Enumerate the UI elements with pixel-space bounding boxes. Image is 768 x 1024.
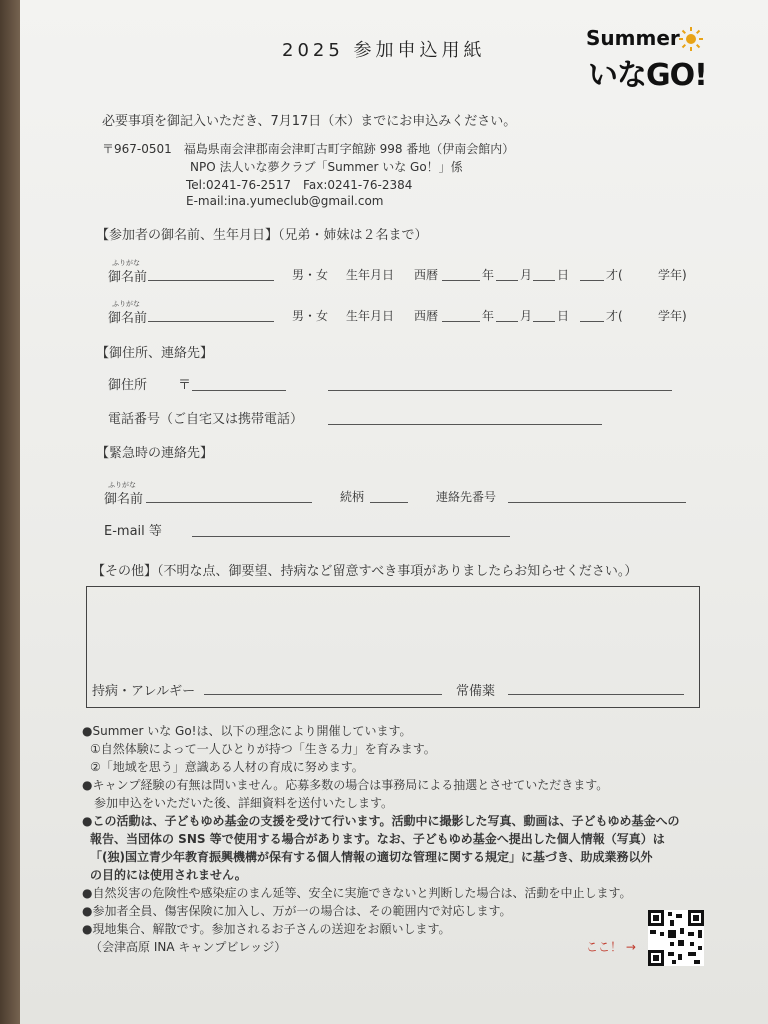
participant1-day-label: 日 bbox=[557, 268, 570, 282]
medicine-label: 常備薬 bbox=[456, 684, 496, 699]
address-label: 御住所 bbox=[108, 378, 148, 393]
emergency-contact-label: 連絡先番号 bbox=[436, 490, 497, 504]
participant1-age-field[interactable] bbox=[580, 280, 604, 281]
note-line: の目的には使用されません。 bbox=[90, 868, 247, 882]
emergency-email-field[interactable] bbox=[192, 536, 510, 537]
address-field[interactable] bbox=[328, 390, 672, 391]
participant2-month-field[interactable] bbox=[496, 321, 518, 322]
form-title: 2025 参加申込用紙 bbox=[282, 40, 486, 61]
note-line: ●この活動は、子どもゆめ基金の支援を受けて行います。活動中に撮影した写真、動画は、子どもゆめ基金への bbox=[82, 814, 680, 828]
emergency-name-label: 御名前 bbox=[104, 492, 144, 507]
note-line: ●参加者全員、傷害保険に加入し、万が一の場合は、その範囲内で対応します。 bbox=[82, 904, 512, 918]
phone-label: 電話番号（ご自宅又は携帯電話） bbox=[108, 412, 304, 427]
participant2-birth-label: 生年月日 bbox=[346, 309, 395, 323]
qr-code[interactable] bbox=[648, 910, 704, 966]
emergency-relation-label: 続柄 bbox=[340, 490, 365, 504]
participant2-grade-label: 学年) bbox=[658, 309, 687, 323]
emergency-name-field[interactable] bbox=[146, 502, 312, 503]
qr-hint: ここ！ → bbox=[586, 940, 636, 954]
participant1-sex[interactable]: 男・女 bbox=[292, 268, 329, 282]
note-line: ②「地域を思う」意識ある人材の育成に努めます。 bbox=[90, 760, 364, 774]
logo-summer: Summer bbox=[586, 26, 680, 50]
participant2-month-label: 月 bbox=[520, 309, 533, 323]
participant2-year-field[interactable] bbox=[442, 321, 480, 322]
org-tel-fax: Tel:0241-76-2517 Fax:0241-76-2384 bbox=[186, 178, 413, 192]
allergy-field[interactable] bbox=[204, 694, 442, 695]
sun-icon bbox=[678, 26, 704, 52]
participant2-name-field[interactable] bbox=[148, 321, 274, 322]
allergy-label: 持病・アレルギー bbox=[92, 684, 196, 699]
org-postal-address: 〒967-0501 福島県南会津郡南会津町古町字館跡 998 番地（伊南会館内） bbox=[102, 142, 515, 156]
note-line: ●キャンプ経験の有無は問いません。応募多数の場合は事務局による抽選とさせていただきます。 bbox=[82, 778, 609, 792]
medicine-field[interactable] bbox=[508, 694, 684, 695]
participant2-age-field[interactable] bbox=[580, 321, 604, 322]
postal-code-field[interactable] bbox=[192, 390, 286, 391]
participant2-name-label: 御名前 bbox=[108, 311, 148, 326]
participant1-birth-label: 生年月日 bbox=[346, 268, 395, 282]
emergency-contact-field[interactable] bbox=[508, 502, 686, 503]
participant1-age-label: 才( bbox=[606, 268, 623, 282]
participant2-day-field[interactable] bbox=[533, 321, 555, 322]
participant1-name-label: 御名前 bbox=[108, 270, 148, 285]
note-line: ①自然体験によって一人ひとりが持つ「生きる力」を育みます。 bbox=[90, 742, 436, 756]
note-line: 参加申込をいただいた後、詳細資料を送付いたします。 bbox=[94, 796, 394, 810]
participant1-grade-label: 学年) bbox=[658, 268, 687, 282]
application-form bbox=[20, 0, 768, 1024]
participant2-age-label: 才( bbox=[606, 309, 623, 323]
note-line: ●現地集合、解散です。参加されるお子さんの送迎をお願いします。 bbox=[82, 922, 451, 936]
participant1-month-label: 月 bbox=[520, 268, 533, 282]
address-heading: 【御住所、連絡先】 bbox=[96, 346, 214, 361]
postal-mark: 〒 bbox=[178, 378, 192, 393]
intro-text: 必要事項を御記入いただき、7月17日（木）までにお申込みください。 bbox=[102, 114, 517, 129]
participant2-day-label: 日 bbox=[557, 309, 570, 323]
note-line: 「(独)国立青少年教育振興機構が保有する個人情報の適切な管理に関する規定」に基づき、助成業務以外 bbox=[90, 850, 653, 864]
note-line: （会津高原 INA キャンプビレッジ） bbox=[90, 940, 287, 954]
logo-inago: いなGO! bbox=[588, 58, 707, 93]
participant2-year-label: 年 bbox=[482, 309, 495, 323]
phone-field[interactable] bbox=[328, 424, 602, 425]
org-email: E-mail:ina.yumeclub@gmail.com bbox=[186, 194, 384, 208]
participant2-sex[interactable]: 男・女 bbox=[292, 309, 329, 323]
org-name: NPO 法人いな夢クラブ「Summer いな Go！」係 bbox=[190, 160, 463, 174]
furigana-label: ふりがな bbox=[112, 300, 140, 308]
emergency-heading: 【緊急時の連絡先】 bbox=[96, 446, 214, 461]
note-line: ●Summer いな Go!は、以下の理念により開催しています。 bbox=[82, 724, 412, 738]
table-edge bbox=[0, 0, 22, 1024]
furigana-label: ふりがな bbox=[112, 259, 140, 267]
participant1-day-field[interactable] bbox=[533, 280, 555, 281]
participant1-year-label: 年 bbox=[482, 268, 495, 282]
participant1-name-field[interactable] bbox=[148, 280, 274, 281]
participants-heading: 【参加者の御名前、生年月日】（兄弟・姉妹は２名まで） bbox=[96, 228, 428, 243]
participant1-era: 西暦 bbox=[414, 268, 439, 282]
participant1-month-field[interactable] bbox=[496, 280, 518, 281]
participant1-year-field[interactable] bbox=[442, 280, 480, 281]
other-heading: 【その他】（不明な点、御要望、持病など留意すべき事項がありましたらお知らせください。） bbox=[92, 564, 638, 579]
emergency-relation-field[interactable] bbox=[370, 502, 408, 503]
participant2-era: 西暦 bbox=[414, 309, 439, 323]
note-line: 報告、当団体の SNS 等で使用する場合があります。なお、子どもゆめ基金へ提出した個人情報（写真）は bbox=[90, 832, 665, 846]
furigana-label: ふりがな bbox=[108, 481, 136, 489]
emergency-email-label: E-mail 等 bbox=[104, 524, 162, 539]
note-line: ●自然災害の危険性や感染症のまん延等、安全に実施できないと判断した場合は、活動を中止します。 bbox=[82, 886, 632, 900]
